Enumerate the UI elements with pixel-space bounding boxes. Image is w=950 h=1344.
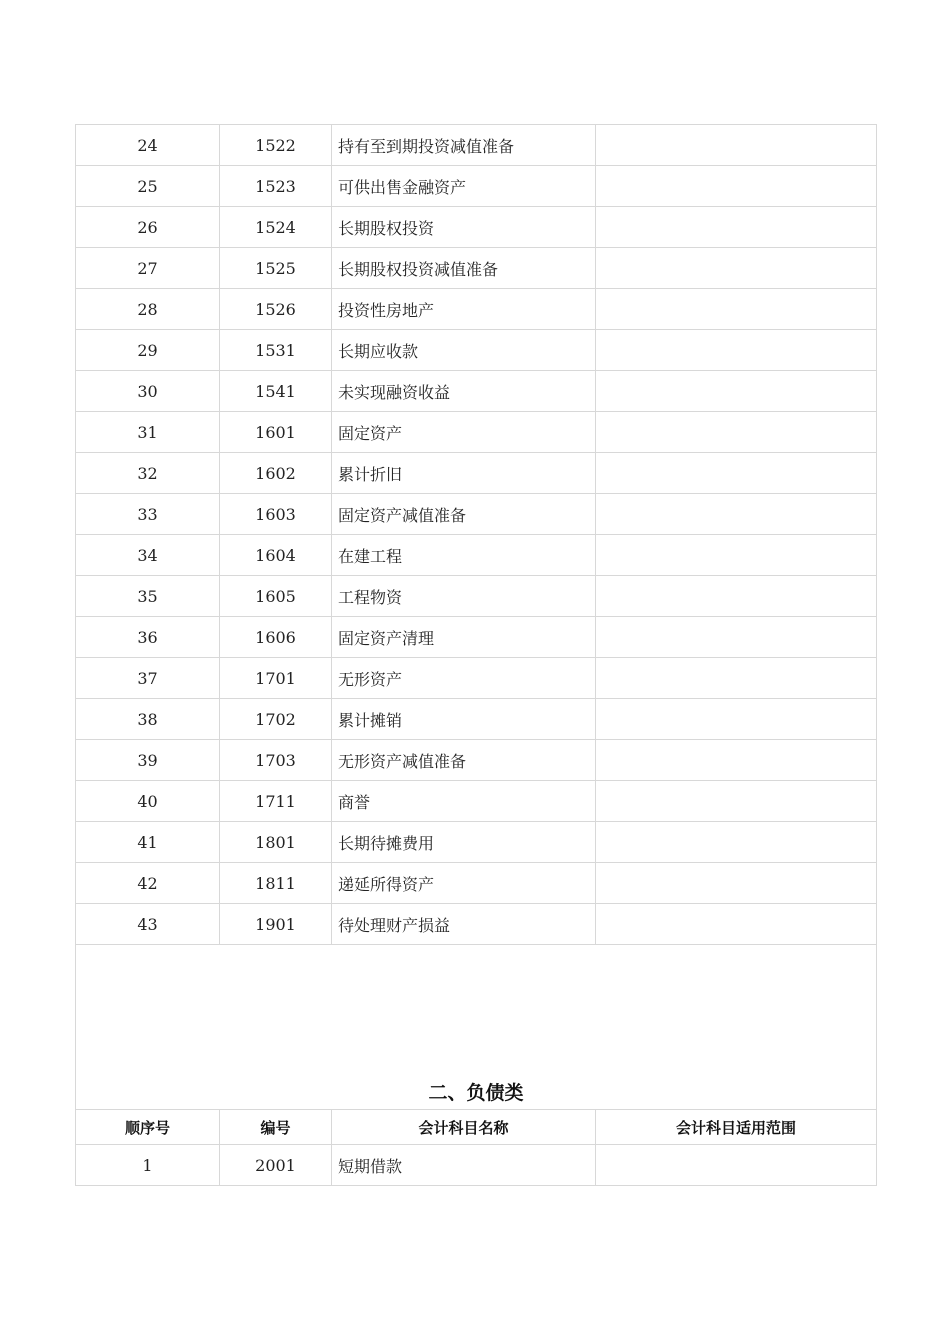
cell-code: 1901 [220,904,332,945]
cell-name: 未实现融资收益 [332,371,596,412]
cell-name: 短期借款 [332,1145,596,1186]
table-row [76,658,877,699]
cell-scope [596,330,877,371]
cell-seq: 25 [76,166,220,207]
cell-seq: 40 [76,781,220,822]
table-row [76,248,877,289]
cell-code: 1604 [220,535,332,576]
section-title-cell [76,945,877,1110]
cell-scope [596,535,877,576]
header-code: 编号 [220,1110,332,1145]
table-row [76,822,877,863]
cell-scope [596,576,877,617]
header-scope: 会计科目适用范围 [596,1110,877,1145]
cell-code: 1523 [220,166,332,207]
cell-seq: 37 [76,658,220,699]
cell-seq: 24 [76,125,220,166]
cell-seq: 27 [76,248,220,289]
table-row [76,576,877,617]
cell-scope [596,1145,877,1186]
cell-name: 投资性房地产 [332,289,596,330]
cell-scope [596,822,877,863]
cell-code: 2001 [220,1145,332,1186]
cell-code: 1601 [220,412,332,453]
cell-code: 1524 [220,207,332,248]
cell-seq: 36 [76,617,220,658]
cell-scope [596,166,877,207]
table-row [76,699,877,740]
cell-name: 在建工程 [332,535,596,576]
accounting-subjects-table [75,124,877,1186]
cell-name: 持有至到期投资减值准备 [332,125,596,166]
cell-code: 1522 [220,125,332,166]
table-row [76,904,877,945]
cell-name: 固定资产清理 [332,617,596,658]
cell-code: 1603 [220,494,332,535]
cell-seq: 33 [76,494,220,535]
cell-name: 待处理财产损益 [332,904,596,945]
cell-code: 1811 [220,863,332,904]
cell-seq: 1 [76,1145,220,1186]
cell-seq: 31 [76,412,220,453]
table-row [76,289,877,330]
table-row [76,1145,877,1186]
cell-scope [596,371,877,412]
table-row [76,863,877,904]
table-row [76,617,877,658]
cell-name: 商誉 [332,781,596,822]
table-row [76,412,877,453]
cell-name: 递延所得资产 [332,863,596,904]
cell-seq: 43 [76,904,220,945]
cell-code: 1605 [220,576,332,617]
cell-name: 固定资产 [332,412,596,453]
cell-seq: 29 [76,330,220,371]
table-row [76,453,877,494]
table-row [76,125,877,166]
cell-name: 长期股权投资减值准备 [332,248,596,289]
table-row [76,535,877,576]
cell-scope [596,248,877,289]
cell-seq: 35 [76,576,220,617]
cell-code: 1531 [220,330,332,371]
cell-scope [596,494,877,535]
cell-code: 1606 [220,617,332,658]
table-header-row [76,1110,877,1145]
table-row [76,494,877,535]
cell-code: 1801 [220,822,332,863]
cell-seq: 30 [76,371,220,412]
cell-code: 1711 [220,781,332,822]
cell-name: 累计折旧 [332,453,596,494]
cell-code: 1702 [220,699,332,740]
cell-scope [596,125,877,166]
cell-scope [596,781,877,822]
cell-name: 固定资产减值准备 [332,494,596,535]
section-title: 二、负债类 [428,1082,524,1104]
cell-seq: 34 [76,535,220,576]
cell-scope [596,207,877,248]
cell-seq: 39 [76,740,220,781]
cell-name: 长期待摊费用 [332,822,596,863]
cell-code: 1541 [220,371,332,412]
table-row [76,371,877,412]
cell-name: 工程物资 [332,576,596,617]
cell-scope [596,412,877,453]
cell-code: 1525 [220,248,332,289]
cell-seq: 38 [76,699,220,740]
liabilities-section [76,945,877,1145]
cell-scope [596,289,877,330]
cell-scope [596,699,877,740]
cell-code: 1703 [220,740,332,781]
cell-seq: 32 [76,453,220,494]
cell-name: 长期应收款 [332,330,596,371]
cell-name: 长期股权投资 [332,207,596,248]
cell-scope [596,740,877,781]
cell-seq: 42 [76,863,220,904]
table-row [76,207,877,248]
liability-rows [76,1145,877,1186]
header-name: 会计科目名称 [332,1110,596,1145]
cell-code: 1701 [220,658,332,699]
cell-scope [596,863,877,904]
table-row [76,330,877,371]
cell-name: 无形资产减值准备 [332,740,596,781]
cell-code: 1526 [220,289,332,330]
cell-seq: 41 [76,822,220,863]
cell-seq: 28 [76,289,220,330]
header-seq: 顺序号 [76,1110,220,1145]
cell-name: 无形资产 [332,658,596,699]
cell-name: 可供出售金融资产 [332,166,596,207]
cell-scope [596,658,877,699]
asset-rows [76,125,877,945]
table-row [76,740,877,781]
cell-scope [596,904,877,945]
cell-code: 1602 [220,453,332,494]
cell-scope [596,453,877,494]
table-row [76,781,877,822]
cell-scope [596,617,877,658]
table-row [76,166,877,207]
cell-seq: 26 [76,207,220,248]
cell-name: 累计摊销 [332,699,596,740]
